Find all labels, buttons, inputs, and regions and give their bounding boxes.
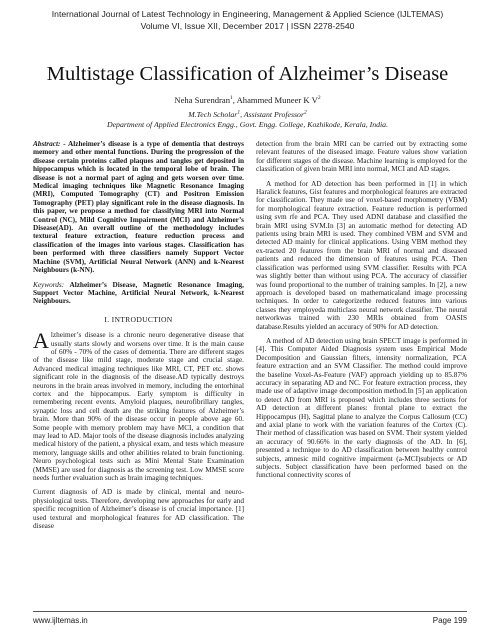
role-separator: , (240, 110, 244, 119)
author-separator: , (232, 95, 237, 105)
body-paragraph: A method of AD detection using brain SPECT image is performed in [4]. This Computer Aided Diagnosis system uses Empirical Mode Decomposition and Gaussian filters, intensity normalization, PCA feature extraction and an SVM Classifier. The method could improve the baseline Voxel-As-Feature (VAF) approach yielding up to 85.87% accuracy in separating AD and NC. For feature extraction process, they made use of adaptive image decomposition method.In [5] an application to detect AD from MRI is proposed which includes three sections for AD detection at different planes: frontal plane to extract the Hippocampus (H), Sagittal plane to analyze the Corpus Callosum (CC) and axial plane to work with the variation features of the Cortex (C). Their method of classification was based on SVM. Their system yielded an accuracy of 90.66% in the early diagnosis of the AD. In [6], presented a technique to do AD classification between healthy control subjects, amnesic mild cognitive impairment (a-MCI)subjects or AD subjects. Subject classification have been performed based on the functional connectivity scores of (256, 336, 467, 480)
affiliation: Department of Applied Electronics Engg., Govt. Engg. College, Kozhikode, Kerala, India. (106, 120, 389, 129)
role-superscript: 2 (304, 109, 307, 116)
affiliation-block (0, 110, 495, 130)
keywords (33, 281, 244, 306)
drop-cap: A (33, 328, 49, 354)
footer-rule (33, 611, 467, 612)
role-superscript: 1 (237, 109, 241, 116)
intro-text: lzheimer’s disease is a chronic neuro degenerative disease that usually starts slowly and worsens over time. It is the main cause of 60% - 70% of the cases of dementia. There are different stages of the disease like mild stage, moderate stage and crucial stage. Advanced medical imaging techniques like MRI, CT, PET etc. shows significant role in the diagnosis of the disease.AD typically destroys neurons in the brain areas involved in memory, including the entorhinal cortex and the hippocampus. Early symptom is difficulty in remembering recent events. Amyloid plaques, neurofibrillary tangles, synaptic loss and cell death are the striking features of Alzheimer’s brain. More than 90% of the disease occur in people above age 60. Some people with memory problem may have MCI, a condition that may lead to AD. Major tools of the disease diagnosis includes analyzing medical history of the patient, a physical exam, and tests which measure memory, language skills and other abilities related to brain functioning. Neuro psychological tests such as Mini Mental State Examination (MMSE) are used for diagnosis as the screening test. Low MMSE score needs further evaluation such as brain imaging techniques. (33, 331, 244, 483)
keywords-label: Keywords: (33, 280, 65, 289)
author-superscript: 2 (317, 95, 321, 102)
role: Assistant Professor (243, 110, 304, 119)
abstract (33, 140, 244, 275)
intro-paragraph-2: Current diagnosis of AD is made by clinical, mental and neuro-physiological tests. Therefore, developing new approaches for early and specific recognition of Alzheimer’s disease is of crucial importance. [1] used textural and morphological features for AD classification. The disease (33, 488, 244, 531)
section-heading: I. INTRODUCTION (104, 314, 173, 324)
author-superscript: 1 (230, 95, 233, 102)
intro-paragraph (33, 328, 244, 483)
keywords-text: Alzheimer’s Disease, Magnetic Resonance Imaging, Support Vector Machine, Artificial Neural Network, k-Nearest Neighbours. (33, 280, 244, 306)
footer-url: www.ijltemas.in (33, 616, 88, 625)
author-name: Ahammed Muneer K V (236, 95, 318, 105)
author-line (0, 95, 495, 106)
body-paragraph: detection from the brain MRI can be carried out by extracting some relevant features of the diseased image. Feature values show variation for different stages of the disease. Machine learning is employed for the classification of given brain MRI into normal, MCI and AD stages. (256, 140, 467, 174)
left-column (33, 140, 244, 536)
right-column (256, 140, 467, 486)
body-paragraph: A method for AD detection has been performed in [1] in which Haralick features, Gist features and morphological features are extracted for classification. They made use of voxel-based morphometry (VBM) for morphological feature extraction. Feature reduction is performed using svm rfe and PCA. They used ADNI database and classified the brain MRI using SVM.In [3] an automatic method for detecting AD patients using brain MRI is used. They combined VBM and SVM and detected AD mainly for clinical applications. Using VBM method they ex-tracted 20 features from the brain MRI of normal and diseased patients and reduced the dimension of features using PCA. Then classification was performed using SVM classifier. Results with PCA was slightly better than without using PCA. The accuracy of classifier was found proportional to the number of training samples. In [2], a new approach is developed based on mathematicaland image processing techniques. In order to categorizethe reduced features into various classes they employeda multiclass neural network classifier. The neural networkwas trained with 230 MRIs obtained from OASIS database.Results yielded an accuracy of 90% for AD detection. (256, 179, 467, 331)
author-name: Neha Surendran (174, 95, 231, 105)
page-number: Page 199 (432, 616, 467, 625)
role: M.Tech Scholar (188, 110, 238, 119)
paper-title: Multistage Classification of Alzheimer’s Disease (46, 63, 449, 85)
abstract-text: Alzheimer’s disease is a type of dementia that destroys memory and other mental functions. During the progression of the disease certain proteins called plaques and tangles get deposited in hippocampus which is located in the temporal lobe of brain. The disease is not a normal part of aging and gets worsen over time. Medical imaging techniques like Magnetic Resonance Imaging (MRI), Computed Tomography (CT) and Positron Emission Tomography (PET) play significant role in the disease diagnosis. In this paper, we propose a method for classifying MRI into Normal Control (NC), Mild Cognitive Impairment (MCI) and Alzheimer’s Disease(AD). An overall outline of the methodology includes textural feature extraction, feature reduction process and classification of the images into various stages. Classification has been performed with three classifiers namely Support Vector Machine (SVM), Artificial Neural Network (ANN) and k-Nearest Neighbours (k-NN). (33, 140, 244, 275)
journal-header (0, 8, 495, 32)
author-roles (0, 110, 495, 120)
journal-name: International Journal of Latest Technology in Engineering, Management & Applied Science (IJLTEMAS) (51, 9, 444, 19)
abstract-label: Abstract: - (33, 140, 66, 148)
journal-issue: Volume VI, Issue XII, December 2017 | ISSN 2278-2540 (140, 21, 355, 31)
